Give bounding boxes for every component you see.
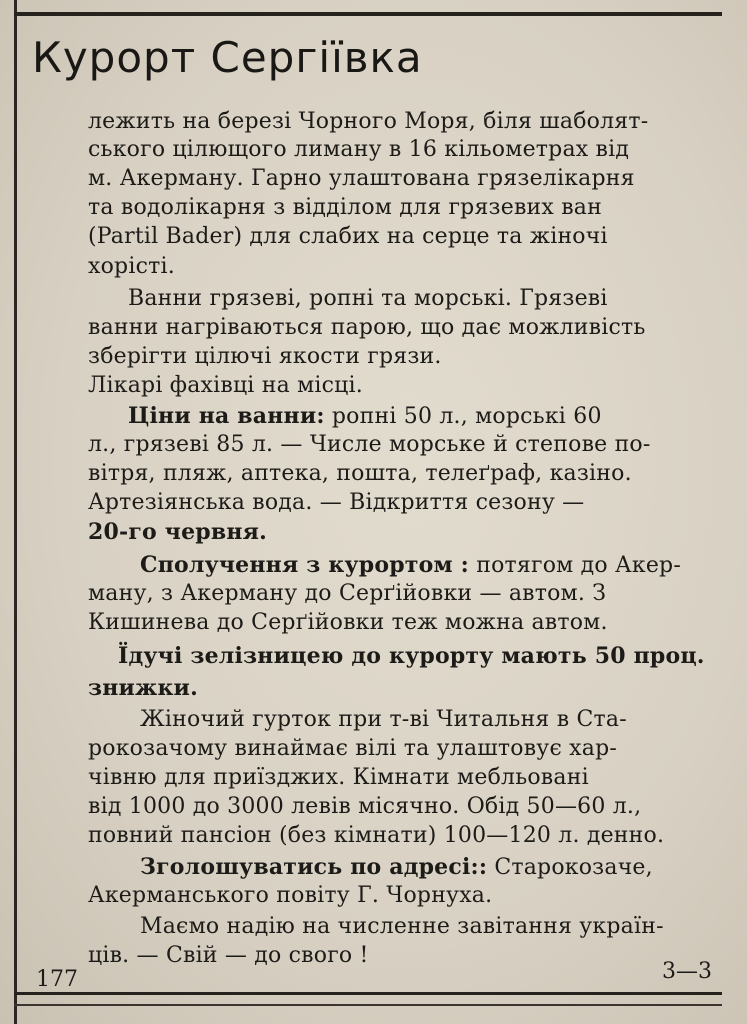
transport-text: потягом до Акер- <box>469 553 681 578</box>
article-title: Курорт Сергіївка <box>32 33 423 82</box>
text-line: та водолікарня з відділом для грязевих ван <box>88 195 602 220</box>
text-line: Лікарі фахівці на місці. <box>88 373 363 398</box>
text-line: ського цілющого лиману в 16 кільометрах від <box>88 137 630 162</box>
text-line: м. Акерману. Гарно улаштована грязелікарня <box>88 166 635 191</box>
discount-line: Їдучі зелізницею до курорту мають 50 проц. <box>118 643 705 669</box>
prices-line <box>128 402 602 431</box>
text-line: від 1000 до 3000 левів місячно. Обід 50—60 л., <box>88 794 642 819</box>
left-border-rule <box>14 0 17 1024</box>
text-line: рокозачому винаймає вілі та улаштовує хар- <box>88 736 618 761</box>
text-line: л., грязеві 85 л. — Числе морське й степове по- <box>88 432 651 457</box>
text-line: Маємо надію на численне завітання україн- <box>140 914 664 939</box>
bottom-border-rule <box>14 992 722 995</box>
prices-text: ропні 50 л., морські 60 <box>324 404 602 429</box>
season-date: 20-го червня. <box>88 519 267 545</box>
text-line: зберігти цілючі якости грязи. <box>88 344 442 369</box>
text-line: Акерманського повіту Г. Чорнуха. <box>88 883 493 908</box>
discount-line: знижки. <box>88 675 198 701</box>
text-line: хорісті. <box>88 254 175 279</box>
text-line: Ванни грязеві, ропні та морські. Грязеві <box>128 286 608 311</box>
text-line: ману, з Акерману до Серґійовки — автом. З <box>88 581 607 606</box>
text-line: ців. — Свій — до свого ! <box>88 943 369 968</box>
address-heading: Зголошуватись по адресі:: <box>140 854 488 880</box>
text-line: Артезіянська вода. — Відкриття сезону — <box>88 490 585 515</box>
transport-line <box>140 551 681 580</box>
text-line: ванни нагріваються парою, що дає можливість <box>88 315 646 340</box>
text-line: чівню для приїзджих. Кімнати мебльовані <box>88 765 589 790</box>
prices-heading: Ціни на ванни: <box>128 403 325 429</box>
issue-mark: 3—3 <box>662 959 712 984</box>
text-line: Жіночий гурток при т-ві Читальня в Ста- <box>140 707 627 732</box>
transport-heading: Сполучення з курортом : <box>140 552 470 578</box>
text-line: лежить на березі Чорного Моря, біля шаболят- <box>88 109 649 134</box>
text-line: Кишинева до Серґійовки теж можна автом. <box>88 610 608 635</box>
address-text: Старокозаче, <box>487 855 653 880</box>
page-number: 177 <box>36 967 78 992</box>
top-border-rule <box>14 12 722 16</box>
text-line: повний пансіон (без кімнати) 100—120 л. денно. <box>88 823 665 848</box>
bottom-border-rule-thin <box>14 1004 722 1006</box>
text-line: (Partil Bader) для слабих на серце та жіночі <box>88 224 608 249</box>
text-line: вітря, пляж, аптека, пошта, телеґраф, казіно. <box>88 461 632 486</box>
address-line <box>140 853 653 882</box>
